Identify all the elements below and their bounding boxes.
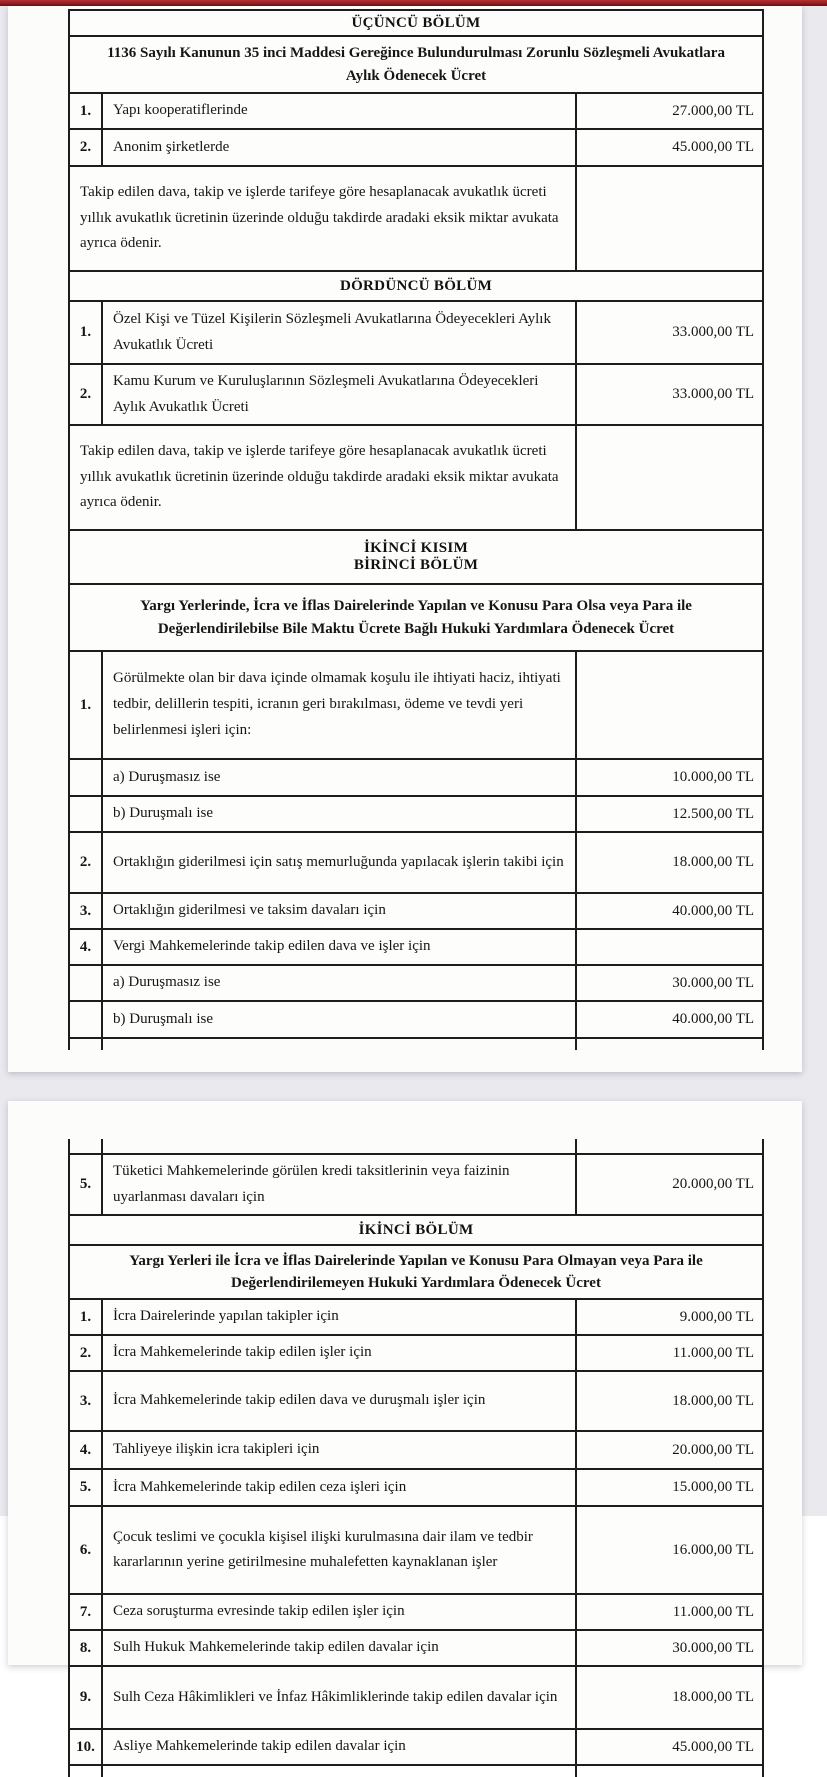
row-text-cell: Görülmekte olan bir dava içinde olmamak koşulu ile ihtiyati haciz, ihtiyati tedbir, delillerin tespiti, icranın geri bırakılması, ödeme ve tevdi yeri belirlenmesi işleri için:: [102, 651, 576, 759]
table-row: [69, 129, 763, 166]
row-text-cell: Kamu Kurum ve Kuruluşlarının Sözleşmeli Avukatlarına Ödeyecekleri Aylık Avukatlık Ücreti: [102, 364, 576, 425]
table-row: [69, 759, 763, 796]
stub-cell: [102, 1139, 576, 1154]
stub-cell: [102, 1038, 576, 1050]
table-subtitle-cell: 1136 Sayılı Kanunun 35 inci Maddesi Gereğince Bulundurulması Zorunlu Sözleşmeli Avukatlara Aylık Ödenecek Ücret: [69, 36, 763, 93]
fee-tariff-table-page1: [68, 9, 764, 1050]
row-text-cell: Ortaklığın giderilmesi ve taksim davaları için: [102, 893, 576, 929]
table-row: [69, 166, 763, 271]
row-text-cell: Anonim şirketlerde: [102, 129, 576, 166]
row-number-cell: 3.: [69, 893, 102, 929]
stub-cell: [69, 1139, 102, 1154]
row-text-cell: Yapı kooperatiflerinde: [102, 93, 576, 129]
row-number-cell: 1.: [69, 651, 102, 759]
table-row: [69, 1245, 763, 1299]
row-text-cell: Özel Kişi ve Tüzel Kişilerin Sözleşmeli Avukatlarına Ödeyecekleri Aylık Avukatlık Ücreti: [102, 301, 576, 364]
row-number-cell: 4.: [69, 1431, 102, 1469]
row-text-cell: İcra Mahkemelerinde takip edilen ceza işleri için: [102, 1469, 576, 1506]
row-number-cell: 2.: [69, 129, 102, 166]
row-amount-cell: 15.000,00 TL: [576, 1469, 763, 1506]
table-row: [69, 965, 763, 1001]
band-line-2: BİRİNCİ BÖLÜM: [353, 557, 479, 573]
fee-tariff-table-page2: [68, 1139, 764, 1777]
row-amount-cell: 40.000,00 TL: [576, 1001, 763, 1038]
table-row: [69, 425, 763, 530]
table-row: [69, 1431, 763, 1469]
row-text-cell: Sulh Hukuk Mahkemelerinde takip edilen davalar için: [102, 1630, 576, 1666]
table-row: [69, 832, 763, 893]
table-row: [69, 651, 763, 759]
row-text-cell: İcra Mahkemelerinde takip edilen işler için: [102, 1335, 576, 1371]
table-row: [69, 1729, 763, 1765]
table-subtitle-cell: Yargı Yerlerinde, İcra ve İflas Dairelerinde Yapılan ve Konusu Para Olsa veya Para ile Değerlendirilebilse Bile Maktu Ücrete Bağlı Hukuki Yardımlara Ödenecek Ücret: [69, 584, 763, 651]
row-number-cell: 8.: [69, 1630, 102, 1666]
table-row: [69, 893, 763, 929]
note-cell: Takip edilen dava, takip ve işlerde tarifeye göre hesaplanacak avukatlık ücreti yıllık avukatlık ücretinin üzerinde olduğu takdirde aradaki eksik miktar avukata ayrıca ödenir.: [69, 166, 576, 271]
section-band-ucuncu-bolum: ÜÇÜNCÜ BÖLÜM: [69, 10, 763, 36]
row-number-cell: 7.: [69, 1594, 102, 1630]
table-row: [69, 271, 763, 301]
row-number-cell-empty: [69, 759, 102, 796]
row-number-cell: 1.: [69, 301, 102, 364]
row-number-cell-empty: [69, 1001, 102, 1038]
row-amount-cell: 18.000,00 TL: [576, 1371, 763, 1431]
row-amount-cell: 45.000,00 TL: [576, 1729, 763, 1765]
table-row: [69, 1001, 763, 1038]
table-subtitle-cell: Yargı Yerleri ile İcra ve İflas Dairelerinde Yapılan ve Konusu Para Olmayan veya Para ile Değerlendirilemeyen Hukuki Yardımlara Ödenecek Ücret: [69, 1245, 763, 1299]
table-row: [69, 10, 763, 36]
table-cutoff-stub-row: [69, 1765, 763, 1777]
document-page-1: [8, 6, 802, 1072]
row-number-cell: 10.: [69, 1729, 102, 1765]
row-number-cell: 4.: [69, 929, 102, 965]
table-row: [69, 301, 763, 364]
row-amount-cell: 18.000,00 TL: [576, 1666, 763, 1729]
row-number-cell: 5.: [69, 1154, 102, 1215]
table-row: [69, 1299, 763, 1335]
row-amount-cell: 18.000,00 TL: [576, 832, 763, 893]
table-cutoff-stub-row: [69, 1139, 763, 1154]
row-text-cell: Çocuk teslimi ve çocukla kişisel ilişki kurulmasına dair ilam ve tedbir kararlarının yerine getirilmesine muhalefetten kaynaklanan işler: [102, 1506, 576, 1594]
section-band-dorduncu-bolum: DÖRDÜNCÜ BÖLÜM: [69, 271, 763, 301]
row-number-cell: 1.: [69, 1299, 102, 1335]
row-text-cell: Ceza soruşturma evresinde takip edilen işler için: [102, 1594, 576, 1630]
table-row: [69, 364, 763, 425]
row-amount-cell: 27.000,00 TL: [576, 93, 763, 129]
row-text-cell: a) Duruşmasız ise: [102, 965, 576, 1001]
row-number-cell: 2.: [69, 364, 102, 425]
row-amount-cell: 10.000,00 TL: [576, 759, 763, 796]
section-band-ikinci-kisim: [69, 530, 763, 584]
table-row: [69, 1469, 763, 1506]
stub-cell: [69, 1765, 102, 1777]
row-text-cell: Tahliyeye ilişkin icra takipleri için: [102, 1431, 576, 1469]
row-number-cell: 9.: [69, 1666, 102, 1729]
row-amount-cell: 33.000,00 TL: [576, 301, 763, 364]
row-amount-cell: 16.000,00 TL: [576, 1506, 763, 1594]
table-row: [69, 1371, 763, 1431]
row-number-cell: 2.: [69, 1335, 102, 1371]
table-row: [69, 1506, 763, 1594]
page-gap: [0, 1072, 827, 1101]
row-amount-cell: 20.000,00 TL: [576, 1431, 763, 1469]
row-amount-cell: 9.000,00 TL: [576, 1299, 763, 1335]
row-amount-cell-empty: [576, 425, 763, 530]
row-number-cell: 6.: [69, 1506, 102, 1594]
table-row: [69, 1666, 763, 1729]
row-number-cell: 3.: [69, 1371, 102, 1431]
row-text-cell: Tüketici Mahkemelerinde görülen kredi taksitlerinin veya faizinin uyarlanması davaları için: [102, 1154, 576, 1215]
row-text-cell: b) Duruşmalı ise: [102, 796, 576, 832]
table-row: [69, 36, 763, 93]
row-number-cell: 2.: [69, 832, 102, 893]
row-text-cell: Vergi Mahkemelerinde takip edilen dava ve işler için: [102, 929, 576, 965]
table-row: [69, 1594, 763, 1630]
row-number-cell: 1.: [69, 93, 102, 129]
row-amount-cell-empty: [576, 166, 763, 271]
row-text-cell: Sulh Ceza Hâkimlikleri ve İnfaz Hâkimliklerinde takip edilen davalar için: [102, 1666, 576, 1729]
table-row: [69, 796, 763, 832]
stub-cell: [102, 1765, 576, 1777]
row-amount-cell: 30.000,00 TL: [576, 965, 763, 1001]
row-amount-cell: 30.000,00 TL: [576, 1630, 763, 1666]
table-row: [69, 1335, 763, 1371]
table-row: [69, 93, 763, 129]
table-cutoff-stub-row: [69, 1038, 763, 1050]
table-row: [69, 1215, 763, 1245]
band-line-1: İKİNCİ KISIM: [363, 540, 469, 556]
row-text-cell: İcra Dairelerinde yapılan takipler için: [102, 1299, 576, 1335]
table-row: [69, 1630, 763, 1666]
stub-cell: [69, 1038, 102, 1050]
stub-cell: [576, 1765, 763, 1777]
row-number-cell-empty: [69, 965, 102, 1001]
row-text-cell: İcra Mahkemelerinde takip edilen dava ve duruşmalı işler için: [102, 1371, 576, 1431]
section-band-ikinci-bolum: İKİNCİ BÖLÜM: [69, 1215, 763, 1245]
stub-cell: [576, 1139, 763, 1154]
table-row: [69, 584, 763, 651]
row-number-cell-empty: [69, 796, 102, 832]
note-cell: Takip edilen dava, takip ve işlerde tarifeye göre hesaplanacak avukatlık ücreti yıllık avukatlık ücretinin üzerinde olduğu takdirde aradaki eksik miktar avukata ayrıca ödenir.: [69, 425, 576, 530]
table-row: [69, 530, 763, 584]
row-amount-cell: 20.000,00 TL: [576, 1154, 763, 1215]
row-amount-cell-empty: [576, 651, 763, 759]
row-amount-cell: 11.000,00 TL: [576, 1594, 763, 1630]
row-amount-cell: 33.000,00 TL: [576, 364, 763, 425]
stub-cell: [576, 1038, 763, 1050]
row-amount-cell: 12.500,00 TL: [576, 796, 763, 832]
document-page-2: [8, 1101, 802, 1755]
row-text-cell: Asliye Mahkemelerinde takip edilen davalar için: [102, 1729, 576, 1765]
row-text-cell: b) Duruşmalı ise: [102, 1001, 576, 1038]
row-amount-cell-empty: [576, 929, 763, 965]
row-text-cell: a) Duruşmasız ise: [102, 759, 576, 796]
table-row: [69, 929, 763, 965]
row-amount-cell: 40.000,00 TL: [576, 893, 763, 929]
row-text-cell: Ortaklığın giderilmesi için satış memurluğunda yapılacak işlerin takibi için: [102, 832, 576, 893]
table-row: [69, 1154, 763, 1215]
row-number-cell: 5.: [69, 1469, 102, 1506]
row-amount-cell: 45.000,00 TL: [576, 129, 763, 166]
row-amount-cell: 11.000,00 TL: [576, 1335, 763, 1371]
